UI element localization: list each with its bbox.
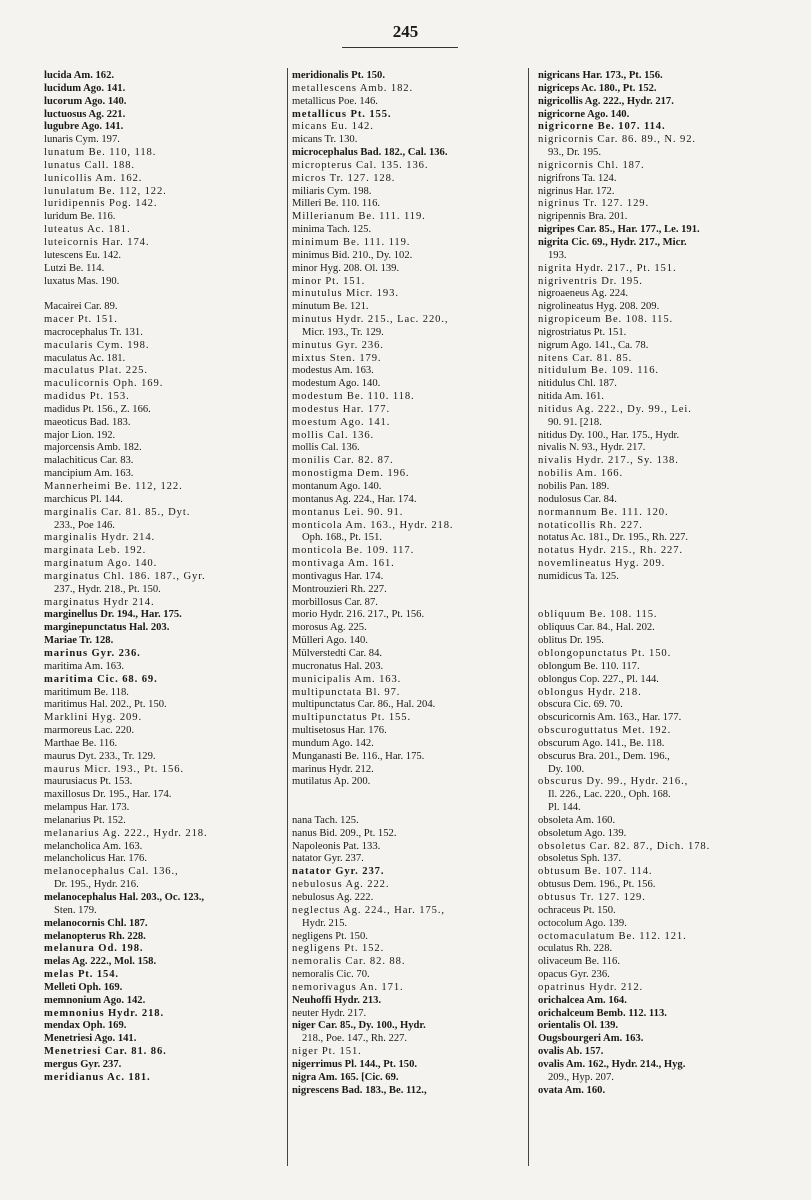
index-entry: melampus Har. 173. [44,802,130,814]
index-entry: nebulosus Ag. 222. [292,892,374,903]
index-entry: luxatus Mas. 190. [44,275,120,287]
index-entry: marginatus Hydr 214. [44,596,155,608]
index-entry: obscurus Dy. 99., Hydr. 216., [538,776,689,788]
index-entry: nigricorne Be. 107. 114. [538,121,666,133]
index-entry: oblongus Cop. 227., Pl. 144. [538,673,659,685]
index-entry: montanus Ag. 224., Har. 174. [292,493,417,505]
index-entry: olivaceum Be. 116. [538,956,620,968]
index-entry: niger Car. 85., Dy. 100., Hydr. [292,1020,426,1032]
index-entry: metallicus Poe. 146. [292,95,378,107]
index-entry: Marklini Hyg. 209. [44,712,143,724]
index-entry: montivaga Am. 161. [292,558,395,570]
index-entry: natator Gyr. 237. [292,853,364,865]
index-entry: major Lion. 192. [44,429,116,441]
index-entry: lunicollis Am. 162. [44,172,143,184]
index-entry: multipunctata Bl. 97. [292,686,401,698]
index-entry: minima Tach. 125. [292,224,372,236]
index-entry: mancipium Am. 163. [44,468,134,480]
index-entry: mendax Oph. 169. [44,1020,127,1032]
index-entry: luridum Be. 116. [44,211,116,223]
index-entry: marinus Hydr. 212. [292,763,374,775]
index-entry: orichalcea Am. 164. [538,994,627,1006]
index-entry-continuation: Hydr. 215. [302,917,348,929]
page-number: 245 [392,22,419,41]
index-entry: melanocephalus Hal. 203., Oc. 123., [44,892,205,903]
index-entry: Millerianum Be. 111. 119. [292,211,426,223]
index-entry: obliquum Be. 108. 115. [538,609,658,621]
index-entry: mollis Cal. 136. [292,429,375,441]
index-entry: marinus Gyr. 236. [44,647,141,659]
index-entry: nigricollis Ag. 222., Hydr. 217. [538,95,674,107]
index-entry: nemoralis Car. 82. 88. [292,956,406,968]
index-entry: obscuroguttatus Met. 192. [538,725,672,737]
index-entry-continuation: 193. [548,249,567,261]
index-entry-continuation: Pl. 144. [548,802,581,814]
index-entry: nigriceps Ac. 180., Pt. 152. [538,82,657,94]
index-entry: micros Tr. 127. 128. [292,172,396,184]
index-entry: Neuhoffi Hydr. 213. [292,994,382,1006]
index-entry: mundum Ago. 142. [292,737,374,749]
index-entry: nigriventris Dr. 195. [538,275,643,287]
index-entry: obsoletus Car. 82. 87., Dich. 178. [538,840,711,852]
index-entry: luteicornis Har. 174. [44,236,150,248]
index-entry: nivalis N. 93., Hydr. 217. [538,442,646,454]
index-entry: maculicornis Oph. 169. [44,378,164,390]
index-entry: nana Tach. 125. [292,814,359,826]
header-rule [342,47,458,48]
index-entry: melas Pt. 154. [44,969,119,981]
index-spacer [44,288,284,301]
index-entry: negligens Pt. 150. [292,930,368,942]
index-entry: meridionalis Pt. 150. [292,70,385,81]
index-entry: nobilis Am. 166. [538,468,624,480]
index-entry: madidus Pt. 156., Z. 166. [44,403,151,415]
index-entry: maurus Micr. 193., Pt. 156. [44,763,184,775]
index-entry: numidicus Ta. 125. [538,570,619,582]
index-entry: lucidum Ago. 141. [44,82,126,94]
index-entry: maritima Cic. 68. 69. [44,673,158,685]
index-entry: lugubre Ago. 141. [44,121,124,133]
index-entry: nigricorne Ago. 140. [538,108,630,120]
index-entry: ovalis Ab. 157. [538,1046,604,1058]
index-entry: montanus Lei. 90. 91. [292,506,404,518]
index-entry: notaticollis Rh. 227. [538,519,643,531]
index-entry: nigerrimus Pl. 144., Pt. 150. [292,1058,418,1070]
index-spacer [292,802,518,815]
index-entry: marchicus Pl. 144. [44,493,123,505]
index-entry: lunatus Call. 188. [44,159,135,171]
index-entry: novemlineatus Hyg. 209. [538,558,666,570]
index-entry: nivalis Hydr. 217., Sy. 138. [538,455,679,467]
index-entry: lucorum Ago. 140. [44,95,127,107]
index-entry: micropterus Cal. 135. 136. [292,159,429,171]
index-entry: memnonius Hydr. 218. [44,1007,165,1019]
index-entry: normannum Be. 111. 120. [538,506,669,518]
index-entry: luteatus Ac. 181. [44,224,131,236]
index-entry: opatrinus Hydr. 212. [538,981,644,993]
index-entry: Mannerheimi Be. 112, 122. [44,481,183,492]
index-entry: Mülleri Ago. 140. [292,635,368,647]
index-entry: maculatus Plat. 225. [44,365,148,377]
index-entry: marginatum Ago. 140. [44,558,158,570]
index-entry: modestus Am. 163. [292,365,374,377]
index-entry: minutus Hydr. 215., Lac. 220., [292,314,449,326]
index-entry: monostigma Dem. 196. [292,468,410,480]
index-entry: obsoleta Am. 160. [538,814,616,826]
index-entry: macrocephalus Tr. 131. [44,326,143,338]
index-entry: notatus Ac. 181., Dr. 195., Rh. 227. [538,532,689,544]
index-entry: minor Hyg. 208. Ol. 139. [292,262,400,274]
index-entry: lutescens Eu. 142. [44,249,122,261]
index-entry: maritimus Hal. 202., Pt. 150. [44,699,167,711]
index-entry: obtusus Dem. 196., Pt. 156. [538,879,656,891]
index-entry: nitidus Dy. 100., Har. 175., Hydr. [538,429,680,441]
index-entry: mergus Gyr. 237. [44,1058,122,1070]
index-entry: metallescens Amb. 182. [292,82,414,94]
index-entry: lunulatum Be. 112, 122. [44,185,167,197]
index-entry: melancholica Am. 163. [44,840,143,852]
index-entry-continuation: 93., Dr. 195. [548,147,601,159]
index-entry: melanocephalus Cal. 136., [44,866,179,878]
index-entry: minor Pt. 151. [292,275,366,287]
index-entry: nigricans Har. 173., Pt. 156. [538,70,663,81]
index-spacer [292,789,518,802]
index-entry-continuation: Dy. 100. [548,763,585,775]
index-entry: obscura Cic. 69. 70. [538,699,623,711]
index-column-2 [292,70,518,1098]
index-entry: neglectus Ag. 224., Har. 175., [292,904,445,916]
index-entry: neuter Hydr. 217. [292,1007,367,1019]
index-entry: melanarius Ag. 222., Hydr. 218. [44,827,208,839]
index-entry: nodulosus Car. 84. [538,493,617,505]
index-entry: modestus Har. 177. [292,403,391,415]
index-entry: orichalceum Bemb. 112. 113. [538,1007,667,1019]
index-entry: ovata Am. 160. [538,1084,606,1096]
index-entry: maurusiacus Pt. 153. [44,776,133,788]
index-entry: obscurus Bra. 201., Dem. 196., [538,750,670,762]
index-entry: nigripes Car. 85., Har. 177., Le. 191. [538,224,700,236]
index-entry: melanocornis Chl. 187. [44,917,148,929]
index-entry: minutulus Micr. 193. [292,288,399,300]
index-entry: nigropiceum Be. 108. 115. [538,314,674,326]
index-entry-continuation: 237., Hydr. 218., Pt. 150. [54,583,161,595]
index-entry: macer Pt. 151. [44,314,118,326]
index-entry: Macairei Car. 89. [44,301,118,313]
index-entry: municipalis Am. 163. [292,673,402,685]
index-entry: mollis Cal. 136. [292,442,360,454]
index-entry: octomaculatum Be. 112. 121. [538,930,687,942]
index-entry: maritima Am. 163. [44,660,125,672]
index-entry: macularis Cym. 198. [44,339,150,351]
index-entry: obscuricornis Am. 163., Har. 177. [538,712,682,724]
index-entry: majorcensis Amb. 182. [44,442,142,454]
index-entry-continuation: 218., Poe. 147., Rh. 227. [302,1033,408,1045]
index-entry: notatus Hydr. 215., Rh. 227. [538,545,683,557]
index-entry: Mülverstedti Car. 84. [292,647,383,659]
index-entry: nanus Bid. 209., Pt. 152. [292,827,397,839]
index-entry: luridipennis Pog. 142. [44,198,158,210]
index-entry: Napoleonis Pat. 133. [292,840,381,852]
index-entry: marginalis Hydr. 214. [44,532,156,544]
index-column-1 [44,70,284,1085]
index-entry: meridianus Ac. 181. [44,1071,151,1083]
index-entry: mixtus Sten. 179. [292,352,382,364]
index-entry: morosus Ag. 225. [292,622,367,634]
index-entry: monticola Be. 109. 117. [292,545,415,557]
index-entry: obtusum Be. 107. 114. [538,866,653,878]
index-entry: nitens Car. 81. 85. [538,352,633,364]
index-entry: Munganasti Be. 116., Har. 175. [292,750,425,762]
index-entry: modestum Ago. 140. [292,378,381,390]
index-entry: Menetriesi Ago. 141. [44,1033,137,1045]
index-entry: micans Eu. 142. [292,121,374,133]
index-entry-continuation: 233., Poe 146. [54,519,115,531]
index-entry: montanum Ago. 140. [292,481,382,492]
index-entry: obsoletus Sph. 137. [538,853,621,865]
index-entry: marginellus Dr. 194., Har. 175. [44,609,182,621]
index-entry-continuation: Il. 226., Lac. 220., Oph. 168. [548,789,671,801]
index-entry: Montrouzieri Rh. 227. [292,583,387,595]
index-entry: minimum Be. 111. 119. [292,236,411,248]
index-entry: nigrita Hydr. 217., Pt. 151. [538,262,677,274]
index-entry: nitidulum Be. 109. 116. [538,365,659,377]
index-entry: marmoreus Lac. 220. [44,725,135,737]
index-entry: lucida Am. 162. [44,70,115,81]
index-entry: melanarius Pt. 152. [44,814,126,826]
index-entry: obliquus Car. 84., Hal. 202. [538,622,655,634]
index-entry: moestum Ago. 141. [292,416,391,428]
index-column-3 [538,70,768,1098]
index-entry: maxillosus Dr. 195., Har. 174. [44,789,172,801]
column-divider [528,68,529,1166]
index-entry: mucronatus Hal. 203. [292,660,384,672]
index-entry: nigroaeneus Ag. 224. [538,288,629,300]
index-entry: obtusus Tr. 127. 129. [538,892,646,903]
index-entry: nigricornis Car. 86. 89., N. 92. [538,134,696,146]
index-entry: obsoletum Ago. 139. [538,827,627,839]
index-entry: lunaris Cym. 197. [44,134,120,146]
index-entry: madidus Pt. 153. [44,391,130,403]
index-entry-continuation: 90. 91. [218. [548,416,602,428]
index-entry: minutum Be. 121. [292,301,369,313]
index-entry: maculatus Ac. 181. [44,352,126,364]
index-entry: minutus Gyr. 236. [292,339,384,351]
index-entry: obscurum Ago. 141., Be. 118. [538,737,665,749]
index-entry: metallicus Pt. 155. [292,108,392,120]
index-entry: nigrita Cic. 69., Hydr. 217., Micr. [538,236,687,248]
index-entry: nigrifrons Ta. 124. [538,172,617,184]
index-entry: multipunctatus Car. 86., Hal. 204. [292,699,436,711]
index-entry: memnonium Ago. 142. [44,994,146,1006]
index-entry: minimus Bid. 210., Dy. 102. [292,249,413,261]
index-entry-continuation: Oph. 168., Pt. 151. [302,532,383,544]
index-entry: nemorivagus An. 171. [292,981,404,993]
index-entry: oblitus Dr. 195. [538,635,604,647]
index-entry: monilis Car. 82. 87. [292,455,394,467]
index-entry: nobilis Pan. 189. [538,481,610,492]
index-entry: natator Gyr. 237. [292,866,385,878]
index-entry: nigrolineatus Hyg. 208. 209. [538,301,660,313]
index-entry: maurus Dyt. 233., Tr. 129. [44,750,156,762]
index-entry: nigrinus Har. 172. [538,185,615,197]
index-entry: morio Hydr. 216. 217., Pt. 156. [292,609,425,621]
index-entry: luctuosus Ag. 221. [44,108,126,120]
index-entry: nebulosus Ag. 222. [292,879,390,891]
index-entry: melanopterus Rh. 228. [44,930,146,942]
index-entry: nigrum Ago. 141., Ca. 78. [538,339,649,351]
index-entry: marginepunctatus Hal. 203. [44,622,170,634]
index-entry: nitidus Ag. 222., Dy. 99., Lei. [538,403,692,415]
index-entry: monticola Am. 163., Hydr. 218. [292,519,454,531]
column-divider [287,68,288,1166]
index-entry: nigricornis Chl. 187. [538,159,645,171]
index-entry: Melleti Oph. 169. [44,981,123,993]
index-entry: oblongus Hydr. 218. [538,686,642,698]
index-entry: oblongopunctatus Pt. 150. [538,647,672,659]
index-entry: nigra Am. 165. [Cic. 69. [292,1071,399,1083]
index-entry-continuation: 209., Hyp. 207. [548,1071,614,1083]
index-entry: multisetosus Har. 176. [292,725,387,737]
index-entry: orientalis Ol. 139. [538,1020,619,1032]
index-entry-continuation: Dr. 195., Hydr. 216. [54,879,139,891]
index-entry: micans Tr. 130. [292,134,358,146]
index-entry: oblongum Be. 110. 117. [538,660,640,672]
index-entry: Lutzi Be. 114. [44,262,105,274]
index-entry: Mariae Tr. 128. [44,635,114,647]
index-entry-continuation: Micr. 193., Tr. 129. [302,326,384,338]
index-entry: Milleri Be. 110. 116. [292,198,381,210]
index-entry: microcephalus Bad. 182., Cal. 136. [292,147,448,159]
index-entry-continuation: Sten. 179. [54,904,97,916]
index-entry: mutilatus Ap. 200. [292,776,371,788]
index-entry: lunatum Be. 110, 118. [44,147,157,159]
index-entry: nigripennis Bra. 201. [538,211,628,223]
index-entry: Menetriesi Car. 81. 86. [44,1046,167,1058]
index-entry: nitida Am. 161. [538,391,604,403]
index-entry: multipunctatus Pt. 155. [292,712,411,724]
index-entry: maritimum Be. 118. [44,686,129,698]
index-entry: miliaris Cym. 198. [292,185,372,197]
index-entry: nigrostriatus Pt. 151. [538,326,627,338]
index-entry: marginalis Car. 81. 85., Dyt. [44,506,191,518]
index-entry: nitidulus Chl. 187. [538,378,617,390]
index-entry: marginatus Chl. 186. 187., Gyr. [44,570,206,582]
index-entry: malachiticus Car. 83. [44,455,134,467]
index-entry: niger Pt. 151. [292,1046,362,1058]
index-spacer [538,597,768,610]
index-entry: melancholicus Har. 176. [44,853,147,865]
index-entry: marginata Leb. 192. [44,545,147,557]
index-spacer [538,584,768,597]
index-entry: nigrescens Bad. 183., Be. 112., [292,1084,427,1096]
index-entry: nigrinus Tr. 127. 129. [538,198,650,210]
index-entry: octocolum Ago. 139. [538,917,627,929]
index-entry: negligens Pt. 152. [292,943,385,955]
index-entry: melas Ag. 222., Mol. 158. [44,956,157,968]
index-entry: Ougsbourgeri Am. 163. [538,1033,644,1045]
index-entry: montivagus Har. 174. [292,570,384,582]
index-entry: maeoticus Bad. 183. [44,416,131,428]
index-entry: morbillosus Car. 87. [292,596,378,608]
index-entry: opacus Gyr. 236. [538,969,610,981]
index-entry: nemoralis Cic. 70. [292,969,370,981]
index-entry: oculatus Rh. 228. [538,943,613,955]
index-entry: modestum Be. 110. 118. [292,391,415,403]
index-entry: Marthae Be. 116. [44,737,118,749]
index-entry: ovalis Am. 162., Hydr. 214., Hyg. [538,1058,686,1070]
index-entry: ochraceus Pt. 150. [538,904,616,916]
index-entry: melanura Od. 198. [44,943,144,955]
